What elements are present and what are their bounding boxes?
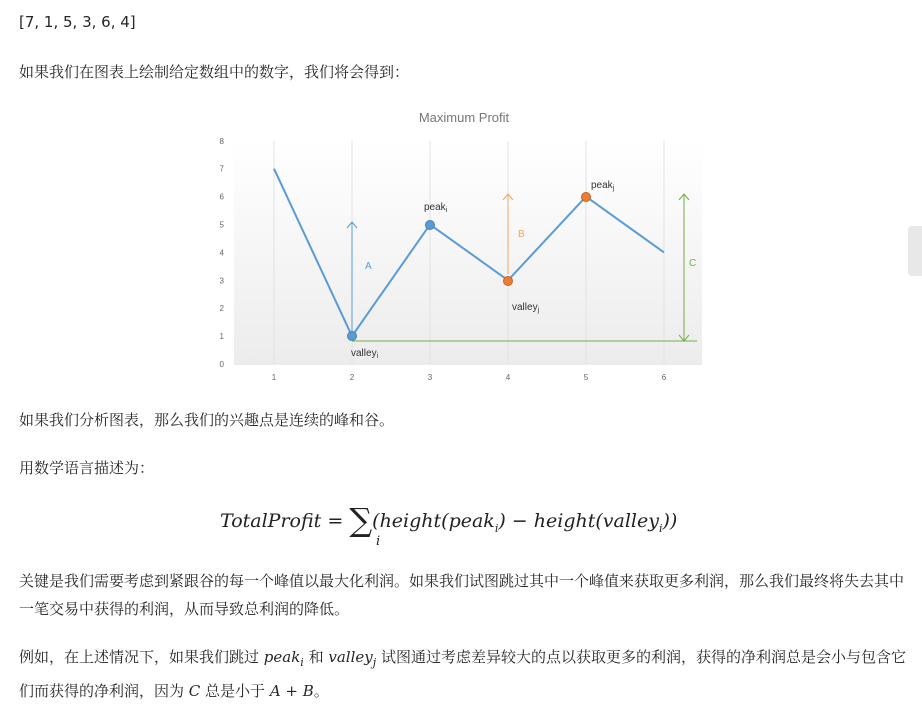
math-language-text: 用数学语言描述为： [19, 459, 155, 477]
example-peak: peak [263, 648, 301, 666]
y-tick-label: 3 [219, 276, 224, 286]
example-part4: 总是小于 [200, 682, 270, 700]
label-b: B [518, 229, 525, 240]
y-tick-label: 2 [219, 304, 224, 314]
label-valley-j: valley$_j$ [512, 302, 540, 314]
total-profit-formula [220, 497, 678, 539]
max-profit-chart [212, 100, 712, 390]
label-a: A [365, 261, 372, 272]
formula-rhs-sub: i [494, 521, 499, 535]
example-part3: 试图通过考虑差异较大的点以获取更多的利润，获得的净利润总是会小与包含它们而获得的净利润，因为 [19, 648, 906, 700]
label-peak-j: peak$_j$ [591, 180, 615, 192]
array-text: [7, 1, 5, 3, 6, 4] [19, 13, 136, 31]
y-tick-label: 7 [219, 164, 224, 174]
y-tick-label: 5 [219, 220, 224, 230]
x-tick-label: 5 [583, 373, 589, 382]
example-part5: 。 [313, 682, 329, 700]
y-tick-label: 4 [219, 248, 224, 258]
example-peak-sub: i [300, 656, 304, 669]
x-tick-label: 1 [271, 373, 277, 382]
side-panel-tab[interactable] [908, 226, 922, 276]
example-valley: valley [328, 648, 373, 666]
chart-title: Maximum Profit [418, 110, 510, 125]
formula-rhs-sub2: i [658, 521, 663, 535]
analysis-text: 如果我们分析图表，那么我们的兴趣点是连续的峰和谷。 [19, 411, 395, 429]
marker-valley-j [504, 277, 513, 286]
example-valley-sub: j [372, 656, 377, 669]
example-c: C [188, 682, 201, 700]
example-ab: A + B [269, 682, 314, 700]
x-tick-label: 2 [349, 373, 355, 382]
intro-text: 如果我们在图表上绘制给定数组中的数字，我们将会得到： [19, 63, 410, 81]
x-tick-label: 3 [427, 373, 433, 382]
y-tick-label: 1 [219, 332, 224, 342]
formula-lhs: TotalProfit [220, 510, 322, 532]
marker-peak-i [426, 221, 435, 230]
sum-symbol: ∑ [349, 501, 373, 539]
y-tick-label: 6 [219, 192, 224, 202]
label-c: C [689, 258, 697, 269]
example-part2: 和 [303, 648, 329, 666]
sum-index: i [376, 534, 381, 549]
x-tick-label: 4 [505, 373, 511, 382]
example-part1: 例如，在上述情况下，如果我们跳过 [19, 648, 264, 666]
marker-valley-i [348, 332, 357, 341]
label-valley-i: valley$_i$ [351, 348, 379, 360]
formula-equals: = [327, 510, 344, 532]
formula-rhs: (height(peak [372, 510, 495, 532]
marker-peak-j [582, 193, 591, 202]
key-text: 关键是我们需要考虑到紧跟谷的每一个峰值以最大化利润。如果我们试图跳过其中一个峰值来获取更多利润，那么我们最终将失去其中一笔交易中获得的利润，从而导致总利润的降低。 [19, 572, 905, 618]
formula-rhs-end: )) [662, 510, 678, 532]
y-tick-label: 8 [219, 136, 224, 146]
formula-rhs-mid: ) − height(valley [498, 510, 659, 532]
y-tick-label: 0 [219, 360, 224, 369]
x-tick-label: 6 [661, 373, 667, 382]
example-text [19, 643, 914, 705]
label-peak-i: peak$_i$ [424, 202, 448, 214]
